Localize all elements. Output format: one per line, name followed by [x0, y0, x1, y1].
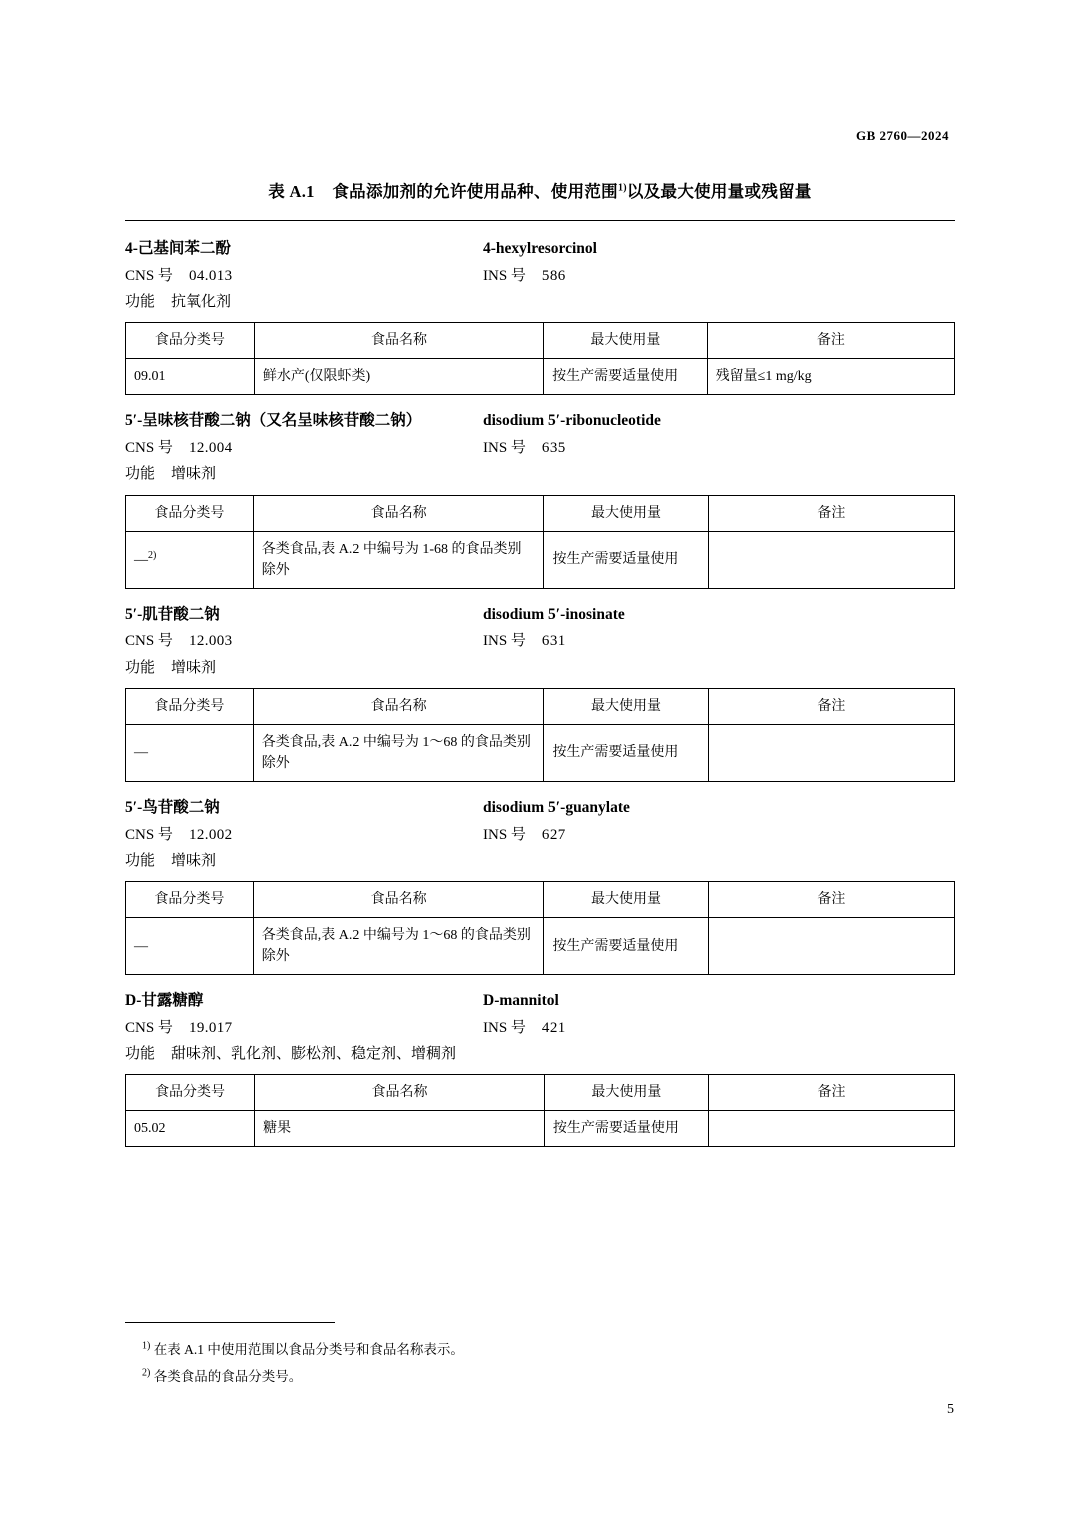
- cns-value: 12.004: [188, 440, 233, 457]
- ins-label: INS 号: [483, 440, 526, 457]
- cell-maxuse: 按生产需要适量使用: [544, 918, 708, 975]
- entry-codes: [125, 628, 955, 654]
- function-value: 增味剂: [171, 659, 217, 676]
- column-header-remark: 备注: [708, 688, 954, 724]
- column-header-category: 食品分类号: [126, 323, 255, 359]
- cell-category-footnote-mark: 2): [148, 550, 157, 562]
- table-header-row: [126, 495, 955, 531]
- column-header-maxuse: 最大使用量: [544, 688, 708, 724]
- ins-value: 631: [541, 633, 566, 650]
- function-label: 功能: [125, 852, 156, 869]
- entry-cns: [125, 1015, 483, 1041]
- cns-label: CNS 号: [125, 1019, 173, 1036]
- cell-maxuse: 按生产需要适量使用: [544, 531, 708, 588]
- entry-ins: [483, 822, 955, 848]
- cell-remark: [708, 724, 954, 781]
- ins-label: INS 号: [483, 267, 526, 284]
- column-header-maxuse: 最大使用量: [544, 1075, 708, 1111]
- entry-name-cn: D-甘露糖醇: [125, 992, 204, 1010]
- function-label: 功能: [125, 294, 156, 311]
- footnote-list: [142, 1336, 464, 1390]
- cell-category-text: —: [134, 552, 148, 568]
- entry-name-en: disodium 5′-ribonucleotide: [483, 412, 661, 430]
- column-header-category: 食品分类号: [126, 688, 254, 724]
- entry-names: [125, 989, 955, 1014]
- additive-entry: [125, 989, 955, 1147]
- ins-value: 635: [541, 440, 566, 457]
- entry-name-en: 4-hexylresorcinol: [483, 240, 597, 257]
- cell-category: —: [126, 724, 254, 781]
- footnote-mark: 2): [142, 1367, 151, 1379]
- cell-category: 09.01: [126, 359, 255, 395]
- column-header-maxuse: 最大使用量: [544, 882, 708, 918]
- column-header-category: 食品分类号: [126, 1075, 255, 1111]
- column-header-foodname: 食品名称: [253, 495, 544, 531]
- cns-label: CNS 号: [125, 633, 173, 650]
- additive-entry: [125, 796, 955, 975]
- function-value: 增味剂: [171, 852, 217, 869]
- entry-name-en: disodium 5′-guanylate: [483, 798, 630, 816]
- table-row: [126, 359, 955, 395]
- additive-entry: [125, 237, 955, 395]
- footnote-item: [142, 1363, 464, 1390]
- table-header-row: [126, 882, 955, 918]
- entry-name-cn: 5′-呈味核苷酸二钠（又名呈味核苷酸二钠）: [125, 412, 422, 430]
- usage-table: [125, 322, 955, 395]
- entry-names: [125, 796, 955, 821]
- ins-value: 627: [541, 826, 566, 843]
- entry-cns: [125, 435, 483, 461]
- entry-codes: [125, 822, 955, 848]
- entry-name-en: disodium 5′-inosinate: [483, 605, 625, 623]
- entry-cns: [125, 263, 483, 289]
- cell-foodname: 各类食品,表 A.2 中编号为 1～68 的食品类别除外: [253, 918, 544, 975]
- usage-table: [125, 495, 955, 589]
- column-header-foodname: 食品名称: [253, 882, 544, 918]
- cell-foodname: 各类食品,表 A.2 中编号为 1～68 的食品类别除外: [253, 724, 544, 781]
- cns-label: CNS 号: [125, 440, 173, 457]
- standard-number: GB 2760—2024: [855, 128, 949, 143]
- cell-category: 05.02: [126, 1111, 255, 1147]
- function-label: 功能: [125, 466, 156, 483]
- entry-names: [125, 409, 955, 434]
- function-label: 功能: [125, 659, 156, 676]
- entry-codes: [125, 1015, 955, 1041]
- additive-entry: [125, 603, 955, 782]
- cns-label: CNS 号: [125, 826, 173, 843]
- footnote-mark: 1): [142, 1340, 151, 1352]
- entry-names: [125, 237, 955, 262]
- entry-function: [125, 461, 955, 487]
- function-value: 甜味剂、乳化剂、膨松剂、稳定剂、增稠剂: [171, 1046, 457, 1063]
- table-header-row: [126, 688, 955, 724]
- entry-codes: [125, 435, 955, 461]
- table-header-row: [126, 323, 955, 359]
- footnote-text: 在表 A.1 中使用范围以食品分类号和食品名称表示。: [153, 1342, 464, 1357]
- column-header-remark: 备注: [708, 495, 954, 531]
- function-label: 功能: [125, 1046, 156, 1063]
- entry-names: [125, 603, 955, 628]
- cell-maxuse: 按生产需要适量使用: [544, 359, 708, 395]
- entry-ins: [483, 628, 955, 654]
- cell-foodname: 糖果: [255, 1111, 545, 1147]
- table-header-row: [126, 1075, 955, 1111]
- entry-cns: [125, 628, 483, 654]
- column-header-maxuse: 最大使用量: [544, 323, 708, 359]
- page-number: 5: [947, 1402, 954, 1417]
- table-row: [126, 1111, 955, 1147]
- column-header-category: 食品分类号: [126, 495, 254, 531]
- cell-remark: [708, 531, 954, 588]
- footnote-divider: [125, 1322, 335, 1323]
- cell-remark: 残留量≤1 mg/kg: [707, 359, 954, 395]
- cns-value: 12.002: [188, 826, 233, 843]
- column-header-remark: 备注: [707, 323, 954, 359]
- column-header-foodname: 食品名称: [253, 688, 544, 724]
- column-header-foodname: 食品名称: [255, 1075, 545, 1111]
- cell-category: [126, 531, 254, 588]
- ins-label: INS 号: [483, 826, 526, 843]
- usage-table: [125, 1074, 955, 1147]
- cell-remark: [708, 1111, 954, 1147]
- column-header-foodname: 食品名称: [254, 323, 543, 359]
- column-header-remark: 备注: [708, 882, 954, 918]
- cell-category: —: [126, 918, 254, 975]
- entry-ins: [483, 263, 955, 289]
- entry-function: [125, 1041, 955, 1067]
- column-header-category: 食品分类号: [126, 882, 254, 918]
- page-content: [125, 178, 955, 1161]
- ins-value: 586: [541, 267, 566, 284]
- entry-ins: [483, 1015, 955, 1041]
- cns-value: 19.017: [188, 1019, 233, 1036]
- cell-remark: [708, 918, 954, 975]
- cell-maxuse: 按生产需要适量使用: [544, 724, 708, 781]
- cns-value: 04.013: [188, 267, 233, 284]
- footnote-item: [142, 1336, 464, 1363]
- usage-table: [125, 881, 955, 975]
- title-divider: [125, 220, 955, 221]
- ins-value: 421: [541, 1019, 566, 1036]
- ins-label: INS 号: [483, 1019, 526, 1036]
- function-value: 抗氧化剂: [171, 294, 232, 311]
- entry-name-en: D-mannitol: [483, 992, 559, 1010]
- column-header-remark: 备注: [708, 1075, 954, 1111]
- table-title-footnote-mark: 1): [617, 182, 627, 194]
- page-header: [856, 128, 949, 145]
- table-title: [125, 178, 955, 202]
- column-header-maxuse: 最大使用量: [544, 495, 708, 531]
- entry-codes: [125, 263, 955, 289]
- cns-label: CNS 号: [125, 267, 173, 284]
- table-row: [126, 724, 955, 781]
- footnote-text: 各类食品的食品分类号。: [153, 1369, 303, 1384]
- entry-ins: [483, 435, 955, 461]
- table-row: [126, 531, 955, 588]
- entry-cns: [125, 822, 483, 848]
- usage-table: [125, 688, 955, 782]
- table-title-prefix: 表 A.1: [268, 182, 315, 201]
- table-row: [126, 918, 955, 975]
- cns-value: 12.003: [188, 633, 233, 650]
- function-value: 增味剂: [171, 466, 217, 483]
- table-title-suffix: 以及最大使用量或残留量: [626, 182, 812, 201]
- entry-function: [125, 848, 955, 874]
- table-title-text: 食品添加剂的允许使用品种、使用范围: [332, 182, 618, 201]
- entry-function: [125, 655, 955, 681]
- cell-maxuse: 按生产需要适量使用: [544, 1111, 708, 1147]
- entry-function: [125, 289, 955, 315]
- additive-entry: [125, 409, 955, 588]
- entry-name-cn: 5′-鸟苷酸二钠: [125, 798, 220, 816]
- cell-foodname: 各类食品,表 A.2 中编号为 1-68 的食品类别除外: [253, 531, 544, 588]
- entry-name-cn: 5′-肌苷酸二钠: [125, 605, 220, 623]
- cell-foodname: 鲜水产(仅限虾类): [254, 359, 543, 395]
- entry-name-cn: 4-己基间苯二酚: [125, 240, 231, 257]
- ins-label: INS 号: [483, 633, 526, 650]
